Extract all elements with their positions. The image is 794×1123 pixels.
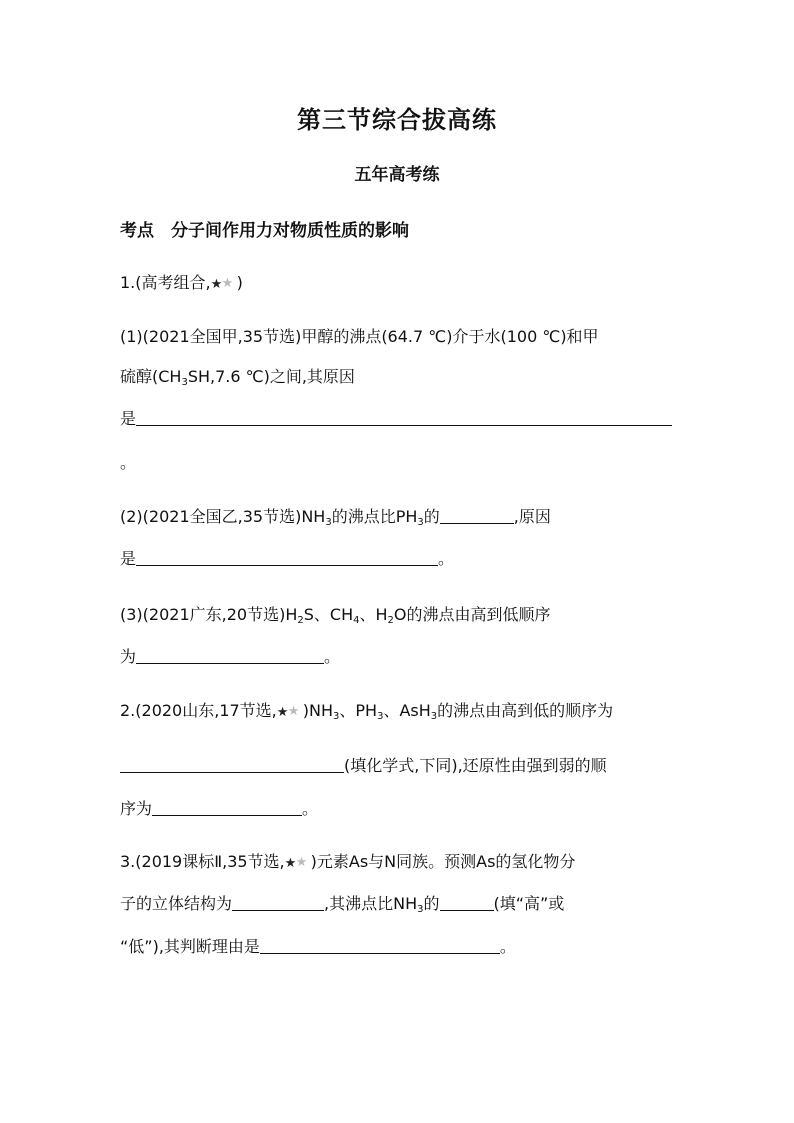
q2-text-a: 2.(2020山东,17节选, — [120, 701, 277, 720]
q1-part2-line1 — [120, 506, 551, 528]
q2-text-b: )NH — [302, 701, 334, 720]
q1-part3-text-d: O的沸点由高到低顺序 — [393, 605, 551, 624]
subscript: 3 — [181, 377, 188, 388]
q1-part3-text-b: S、CH — [303, 605, 354, 624]
q1-part1-text-a: 硫醇(CH — [120, 367, 182, 386]
q3-text-a: 3.(2019课标Ⅱ,35节选, — [120, 852, 285, 871]
q3-text-line3: “低”),其判断理由是 — [120, 937, 260, 956]
q2-boiling-order-blank[interactable] — [120, 756, 344, 773]
q2-line1 — [120, 700, 613, 722]
q2-text-d: 、AsH — [383, 701, 431, 720]
subscript: 3 — [417, 517, 424, 528]
q1-part1-answer-prefix: 是 — [120, 409, 137, 428]
q1-heading-text: 1.(高考组合, — [120, 273, 211, 292]
subscript: 3 — [333, 711, 340, 722]
q3-text-line2-b: ,其沸点比NH — [324, 894, 418, 913]
q1-part3-line1 — [120, 604, 551, 626]
subscript: 3 — [325, 517, 332, 528]
q3-text-b: )元素As与N同族。预测As的氢化物分 — [310, 852, 576, 871]
star-rating-icon: ★ ★ — [284, 855, 308, 871]
q2-end: 。 — [302, 799, 319, 818]
page-subtitle: 五年高考练 — [354, 165, 440, 185]
subscript: 3 — [430, 711, 438, 722]
subscript: 2 — [297, 615, 304, 626]
q1-heading-close: ) — [236, 273, 243, 292]
q1-part1-line4: 。 — [120, 453, 137, 472]
q2-text-line3: 序为 — [120, 799, 153, 818]
q1-part3-answer-blank[interactable] — [136, 647, 324, 664]
subscript: 4 — [353, 615, 360, 626]
q2-reducibility-order-blank[interactable] — [152, 799, 302, 816]
subscript: 2 — [387, 615, 394, 626]
q1-part2-text-a: (2)(2021全国乙,35节选)NH — [120, 507, 326, 526]
q1-part3-line2 — [120, 646, 340, 668]
q1-part3-end: 。 — [324, 647, 341, 666]
q1-part2-text-b: 的沸点比PH — [331, 507, 418, 526]
page-title: 第三节综合拔高练 — [297, 105, 497, 134]
q1-part1-line3 — [120, 408, 672, 430]
subscript: 3 — [417, 904, 424, 915]
q3-end: 。 — [499, 937, 516, 956]
q2-text-e: 的沸点由高到低的顺序为 — [437, 701, 614, 720]
q1-part2-text-d: ,原因 — [513, 507, 551, 526]
star-rating-icon: ★ ★ — [210, 276, 234, 292]
q2-text-line2: (填化学式,下同),还原性由强到弱的顺 — [344, 756, 607, 775]
q1-part2-answer-prefix: 是 — [120, 549, 137, 568]
q1-part1-text-b: SH,7.6 ℃)之间,其原因 — [187, 367, 355, 386]
q3-text-line2-a: 子的立体结构为 — [120, 894, 233, 913]
subscript: 3 — [377, 711, 384, 722]
q1-part1-line2 — [120, 366, 355, 388]
q2-line2 — [120, 755, 607, 777]
q1-part1-answer-blank[interactable] — [136, 409, 672, 426]
q1-part2-blank-comparison[interactable] — [440, 507, 514, 524]
q1-part3-text-c: 、H — [359, 605, 388, 624]
q1-part3-answer-prefix: 为 — [120, 647, 137, 666]
q1-part2-text-c: 的 — [423, 507, 440, 526]
q3-line3 — [120, 936, 516, 958]
q3-line2 — [120, 893, 564, 915]
q1-part2-end: 。 — [438, 549, 455, 568]
q3-text-line2-d: (填“高”或 — [493, 894, 565, 913]
q1-part3-text-a: (3)(2021广东,20节选)H — [120, 605, 298, 624]
q3-line1 — [120, 851, 575, 873]
q3-reason-blank[interactable] — [260, 937, 500, 954]
q2-line3 — [120, 798, 318, 820]
q1-part1-line1: (1)(2021全国甲,35节选)甲醇的沸点(64.7 ℃)介于水(100 ℃)和甲 — [120, 327, 599, 346]
q1-part2-line2 — [120, 548, 454, 570]
section-heading: 考点 分子间作用力对物质性质的影响 — [120, 221, 409, 241]
q1-part2-answer-blank[interactable] — [136, 549, 438, 566]
q1-heading — [120, 272, 243, 294]
q3-text-line2-c: 的 — [423, 894, 440, 913]
q3-structure-blank[interactable] — [232, 894, 324, 911]
star-rating-icon: ★ ★ — [276, 704, 300, 720]
q2-text-c: 、PH — [339, 701, 378, 720]
q3-high-low-blank[interactable] — [440, 894, 494, 911]
